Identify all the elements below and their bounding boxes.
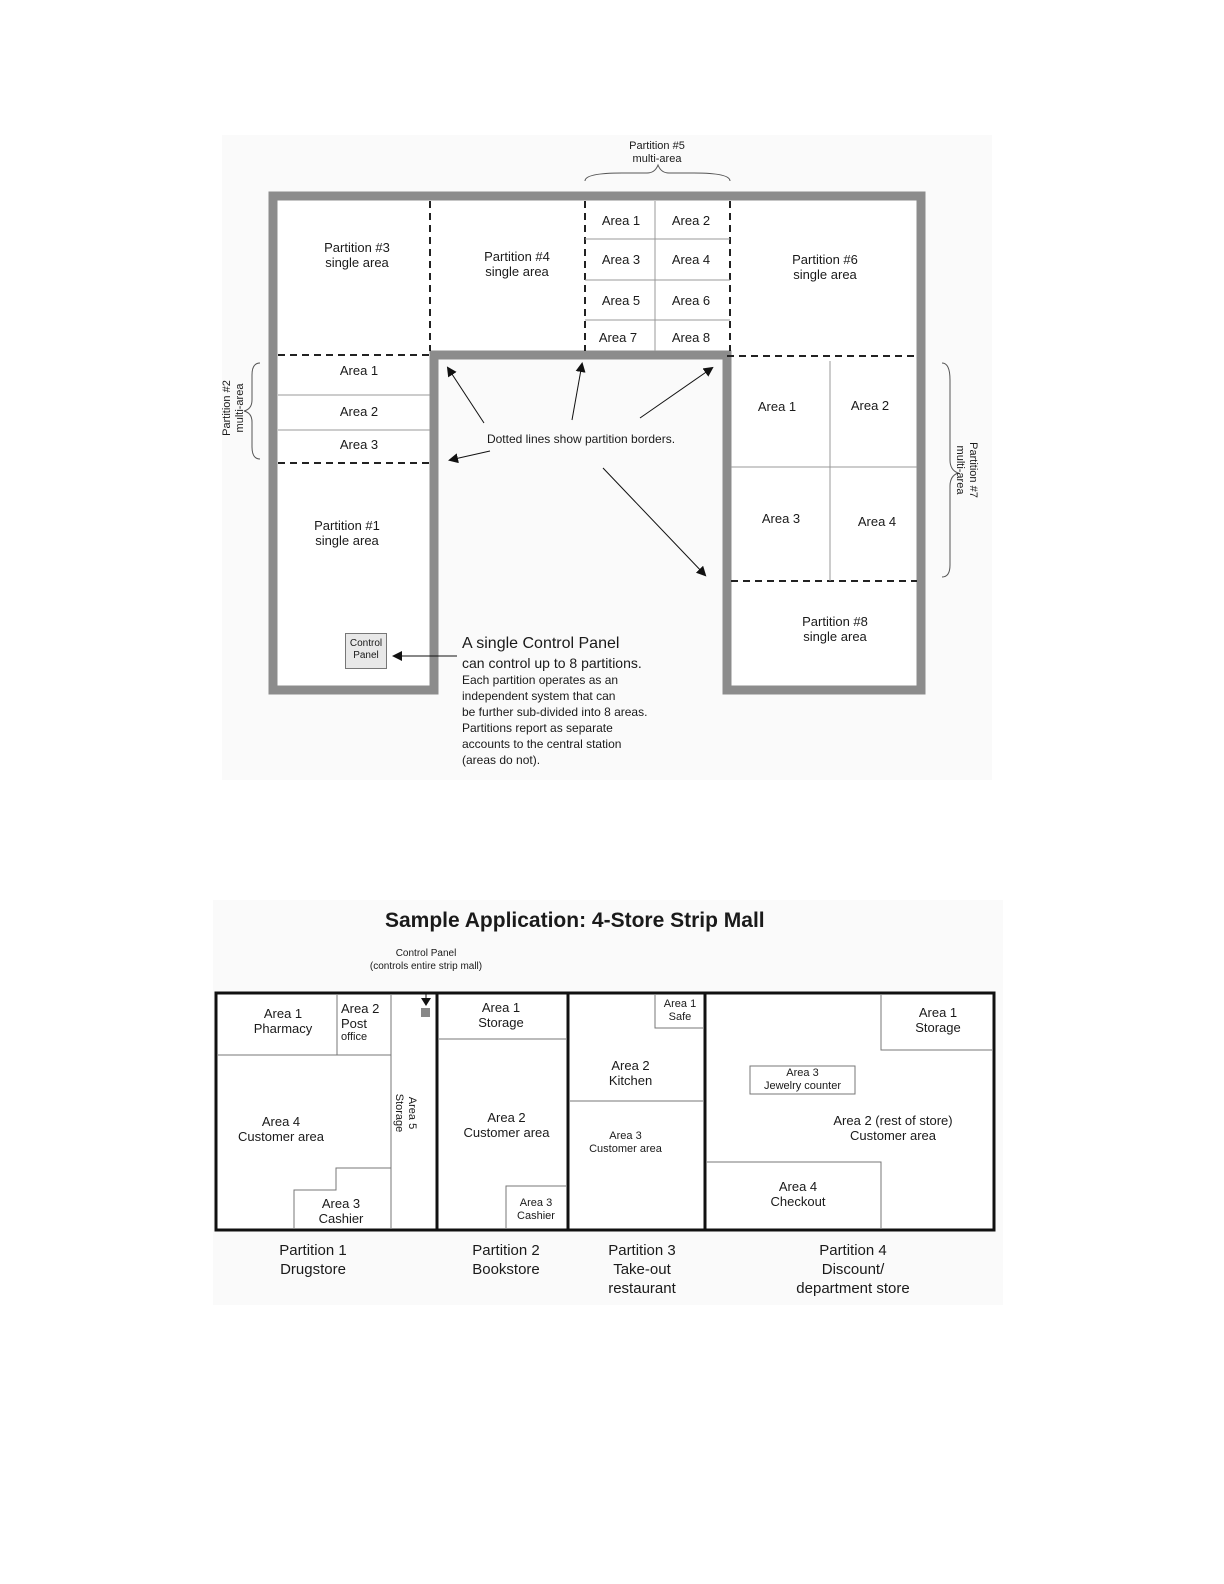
s4-area-1: Area 1 Storage [915, 1005, 961, 1035]
p7-area-2: Area 2 [850, 398, 890, 413]
s1-area-1: Area 1 Pharmacy [253, 1006, 313, 1036]
s1-area-5: Area 5 Storage [393, 1093, 418, 1133]
dotted-lines-note: Dotted lines show partition borders. [486, 432, 676, 446]
partition8-label: Partition #8 single area [802, 614, 868, 644]
s2-area-1: Area 1 Storage [478, 1000, 524, 1030]
p5-area-8: Area 8 [671, 330, 711, 345]
p7-area-4: Area 4 [857, 514, 897, 529]
s2-area-3: Area 3 Cashier [517, 1197, 555, 1222]
s4-area-2: Area 2 (rest of store) Customer area [833, 1113, 953, 1143]
s3-area-3: Area 3 Customer area [589, 1130, 662, 1155]
p5-area-2: Area 2 [671, 213, 711, 228]
partition6-label: Partition #6 single area [792, 252, 858, 282]
p5-area-1: Area 1 [601, 213, 641, 228]
p7-area-3: Area 3 [761, 511, 801, 526]
p5-area-6: Area 6 [671, 293, 711, 308]
control-panel-marker [421, 1008, 430, 1017]
p5-area-4: Area 4 [671, 252, 711, 267]
p2-area-1: Area 1 [339, 363, 379, 378]
caption-partition-4: Partition 4 Discount/ department store [796, 1242, 910, 1297]
s4-area-4: Area 4 Checkout [770, 1179, 826, 1209]
partition4-label: Partition #4 single area [484, 249, 550, 279]
control-panel-note: A single Control Panel can control up to 8 partitions. Each partition operates as an independent system that can be further sub-divided into 8 areas. Partitions report as separate accounts to the central station (areas do not). [462, 635, 648, 767]
p5-area-7: Area 7 [598, 330, 638, 345]
partition5-label: Partition #5 multi-area [629, 140, 685, 165]
control-panel-label: Control Panel (controls entire strip mall) [369, 948, 483, 972]
strip-mall-title: Sample Application: 4-Store Strip Mall [385, 909, 765, 932]
p7-area-1: Area 1 [757, 399, 797, 414]
partition3-label: Partition #3 single area [324, 240, 390, 270]
partition-diagram [222, 135, 992, 780]
p5-area-5: Area 5 [601, 293, 641, 308]
s3-area-1: Area 1 Safe [663, 998, 697, 1023]
partition7-label: Partition #7 multi-area [954, 442, 979, 498]
partition1-label: Partition #1 single area [314, 518, 380, 548]
s1-area-2: Area 2 Post office [341, 1001, 380, 1043]
control-panel-box: Control Panel [345, 633, 387, 669]
p5-area-3: Area 3 [601, 252, 641, 267]
s4-area-3: Area 3 Jewelry counter [763, 1067, 842, 1092]
s3-area-2: Area 2 Kitchen [608, 1058, 653, 1088]
strip-mall-diagram [213, 900, 1003, 1305]
s1-area-4: Area 4 Customer area [238, 1114, 324, 1144]
partition2-label: Partition #2 multi-area [221, 380, 246, 436]
caption-partition-3: Partition 3 Take-out restaurant [608, 1242, 676, 1297]
caption-partition-1: Partition 1 Drugstore [279, 1242, 347, 1278]
p2-area-2: Area 2 [339, 404, 379, 419]
s1-area-3: Area 3 Cashier [318, 1196, 364, 1226]
partition5-brace [585, 165, 730, 181]
p2-area-3: Area 3 [339, 437, 379, 452]
callout-arrows [394, 364, 712, 656]
caption-partition-2: Partition 2 Bookstore [472, 1242, 540, 1278]
s2-area-2: Area 2 Customer area [463, 1110, 550, 1140]
